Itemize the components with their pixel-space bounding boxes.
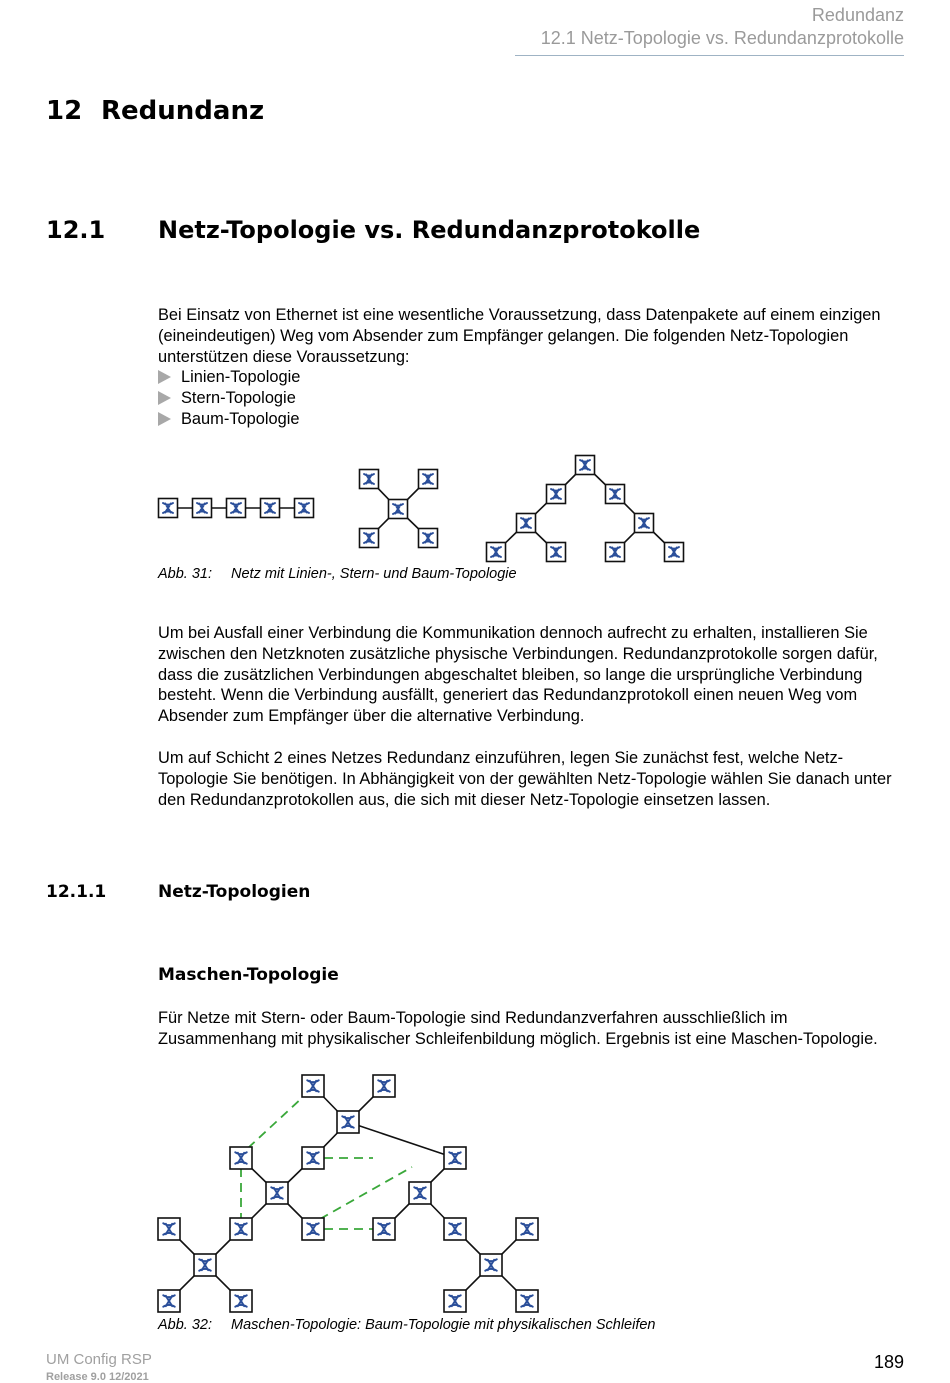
network-switch-icon [360, 529, 379, 548]
network-switch-icon [665, 543, 684, 562]
topology-list [158, 367, 300, 429]
footer-release: Release 9.0 12/2021 [46, 1371, 149, 1383]
layer2-paragraph: Um auf Schicht 2 eines Netzes Redundanz einzuführen, legen Sie zunächst fest, welche Netz-Topologie Sie benötigen. In Abhängigkeit von der gewählten Netz-Topologie wählen Sie danach unter den Redundanzprotokollen aus, die sich mit dieser Netz-Topologie einsetzen lassen. [158, 749, 892, 809]
running-header-section: 12.1 Netz-Topologie vs. Redundanzprotokolle [540, 28, 904, 48]
running-header-chapter: Redundanz [811, 5, 904, 25]
network-switch-icon [547, 543, 566, 562]
network-switch-icon [261, 499, 280, 518]
bullet-triangle-icon [158, 370, 171, 384]
list-item-label: Linien-Topologie [181, 368, 301, 386]
network-link [348, 1122, 455, 1158]
network-switch-icon [419, 470, 438, 489]
network-switch-icon [230, 1147, 252, 1169]
network-switch-icon [158, 1290, 180, 1312]
subsection-title: Netz-Topologien [158, 882, 311, 902]
network-switch-icon [337, 1111, 359, 1133]
network-switch-icon [444, 1290, 466, 1312]
network-switch-icon [295, 499, 314, 518]
redundant-link [248, 1097, 303, 1148]
figure-31-caption-text: Netz mit Linien-, Stern- und Baum-Topologie [231, 566, 517, 582]
list-item-label: Baum-Topologie [181, 409, 300, 428]
network-switch-icon [230, 1218, 252, 1240]
figure-32-diagram [0, 1068, 950, 1318]
network-switch-icon [227, 499, 246, 518]
bullet-triangle-icon [158, 412, 171, 426]
network-switch-icon [606, 485, 625, 504]
figure-31-diagram [0, 450, 950, 565]
network-switch-icon [635, 514, 654, 533]
network-switch-icon [517, 514, 536, 533]
network-switch-icon [576, 456, 595, 475]
network-switch-icon [444, 1218, 466, 1240]
subsection-number: 12.1.1 [46, 882, 107, 902]
list-item [158, 409, 300, 430]
mesh-paragraph: Für Netze mit Stern- oder Baum-Topologie sind Redundanzverfahren ausschließlich im Zusammenhang mit physikalischer Schleifenbildung möglich. Ergebnis ist eine Maschen-Topologie. [158, 1009, 878, 1048]
network-switch-icon [409, 1182, 431, 1204]
network-switch-icon [302, 1147, 324, 1169]
network-switch-icon [302, 1218, 324, 1240]
network-switch-icon [516, 1218, 538, 1240]
figure-31-caption [158, 566, 517, 582]
figure-31-label: Abb. 31: [158, 566, 213, 582]
network-switch-icon [373, 1075, 395, 1097]
network-switch-icon [230, 1290, 252, 1312]
section-title: Netz-Topologie vs. Redundanzprotokolle [158, 216, 701, 244]
network-switch-icon [194, 1254, 216, 1276]
network-switch-icon [487, 543, 506, 562]
network-switch-icon [419, 529, 438, 548]
network-switch-icon [444, 1147, 466, 1169]
intro-paragraph: Bei Einsatz von Ethernet ist eine wesentliche Voraussetzung, dass Datenpakete auf einem einzigen (eineindeutigen) Weg vom Absender zum Empfänger gelangen. Die folgenden Netz-Topologien unterstützen diese Voraussetzung: [158, 306, 881, 366]
mesh-heading: Maschen-Topologie [158, 965, 339, 985]
figure-32-label: Abb. 32: [158, 1317, 213, 1333]
footer-doc-title: UM Config RSP [46, 1351, 152, 1368]
header-rule [515, 55, 904, 56]
network-switch-icon [193, 499, 212, 518]
chapter-title: Redundanz [101, 96, 265, 126]
network-switch-icon [606, 543, 625, 562]
network-switch-icon [302, 1075, 324, 1097]
chapter-number: 12 [46, 96, 83, 126]
network-switch-icon [389, 500, 408, 519]
network-switch-icon [480, 1254, 502, 1276]
network-switch-icon [360, 470, 379, 489]
network-switch-icon [547, 485, 566, 504]
bullet-triangle-icon [158, 391, 171, 405]
network-switch-icon [516, 1290, 538, 1312]
page-number: 189 [873, 1352, 904, 1372]
figure-32-caption-text: Maschen-Topologie: Baum-Topologie mit physikalischen Schleifen [231, 1317, 656, 1333]
network-switch-icon [158, 1218, 180, 1240]
redundant-link [320, 1167, 412, 1219]
list-item-label: Stern-Topologie [181, 388, 296, 407]
section-number: 12.1 [46, 216, 106, 244]
list-item [158, 388, 300, 409]
list-item [158, 367, 300, 388]
redundancy-paragraph: Um bei Ausfall einer Verbindung die Kommunikation dennoch aufrecht zu erhalten, installieren Sie zwischen den Netzknoten zusätzliche physische Verbindungen. Redundanzprotokolle sorgen dafür, dass die zusätzlichen Verbindungen abgeschaltet bleiben, so lange die ursprüngliche Verbindung besteht. Wenn die Verbindung ausfällt, generiert das Redundanzprotokoll einen neuen Weg vom Absender zum Empfänger über die alternative Verbindung. [158, 624, 878, 726]
figure-32-caption [158, 1317, 656, 1333]
network-switch-icon [373, 1218, 395, 1240]
network-switch-icon [266, 1182, 288, 1204]
network-switch-icon [159, 499, 178, 518]
